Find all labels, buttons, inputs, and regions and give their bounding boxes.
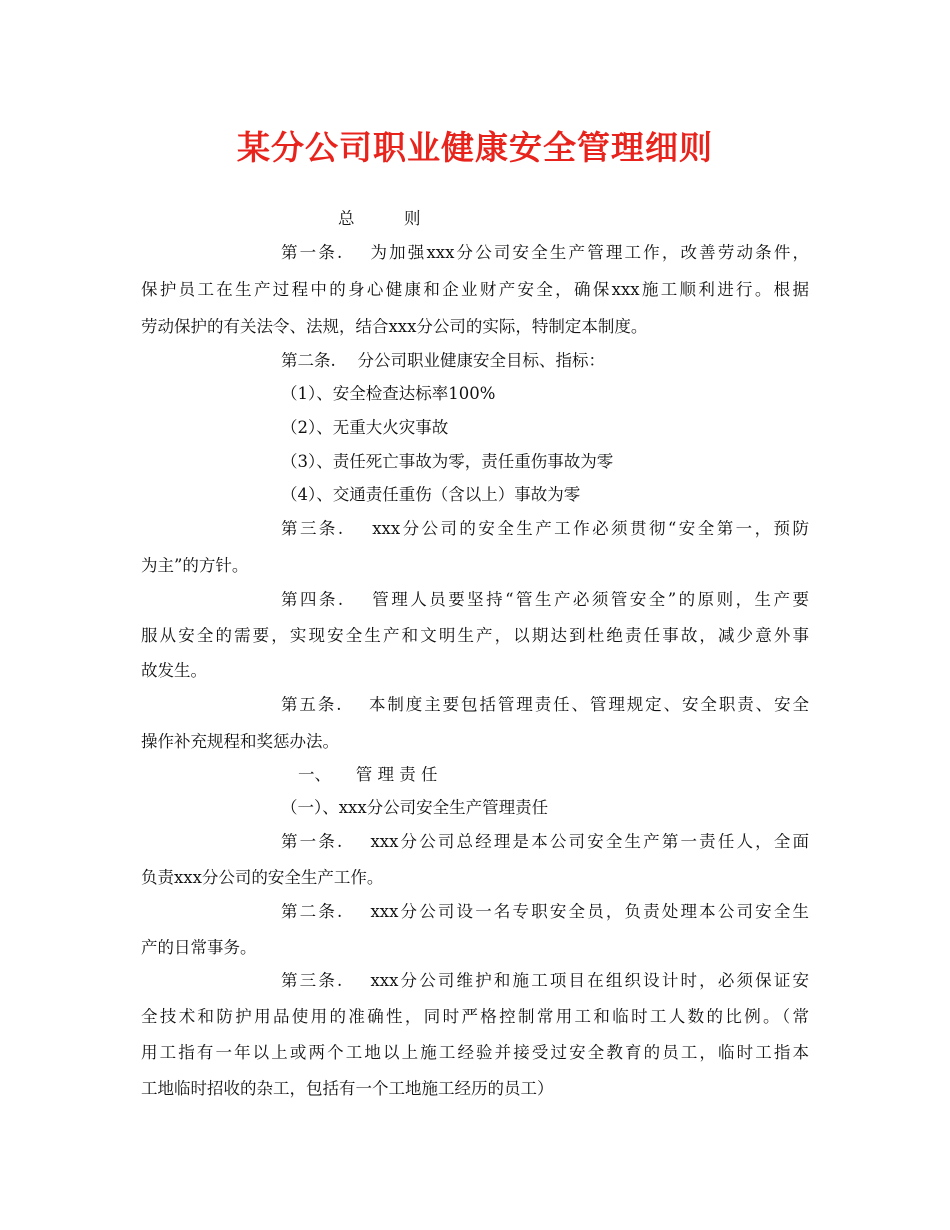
document-title: 某分公司职业健康安全管理细则: [237, 128, 713, 167]
paragraph-line: 第一条. xxx分公司总经理是本公司安全生产第一责任人，全面: [281, 832, 809, 851]
subsection-heading: （一）、xxx分公司安全生产管理责任: [281, 798, 549, 817]
list-item: （1）、安全检查达标率100%: [281, 384, 496, 403]
paragraph-line: 第二条. 分公司职业健康安全目标、指标：: [281, 351, 605, 370]
paragraph-line: 保护员工在生产过程中的身心健康和企业财产安全，确保xxx施工顺利进行。根据: [141, 280, 809, 299]
paragraph-line: 第三条. xxx分公司的安全生产工作必须贯彻“安全第一，预防: [281, 519, 809, 538]
paragraph-line: 第二条. xxx分公司设一名专职安全员，负责处理本公司安全生: [281, 902, 809, 921]
paragraph-line: 第五条. 本制度主要包括管理责任、管理规定、安全职责、安全: [281, 695, 809, 714]
paragraph-line: 故发生。: [141, 661, 207, 680]
paragraph-line: 工地临时招收的杂工，包括有一个工地施工经历的员工）: [141, 1079, 554, 1098]
list-item: （4）、交通责任重伤（含以上）事故为零: [281, 485, 581, 504]
paragraph-line: 用工指有一年以上或两个工地以上施工经验并接受过安全教育的员工，临时工指本: [141, 1043, 809, 1062]
paragraph-line: 全技术和防护用品使用的准确性，同时严格控制常用工和临时工人数的比例。（常: [141, 1007, 809, 1026]
list-item: （2）、无重大火灾事故: [281, 418, 449, 437]
paragraph-line: 产的日常事务。: [141, 938, 257, 957]
list-item: （3）、责任死亡事故为零，责任重伤事故为零: [281, 452, 614, 471]
paragraph-line: 第三条. xxx分公司维护和施工项目在组织设计时，必须保证安: [281, 971, 809, 990]
paragraph-line: 负责xxx分公司的安全生产工作。: [141, 868, 384, 887]
paragraph-line: 为主”的方针。: [141, 556, 249, 575]
paragraph-line: 服从安全的需要，实现安全生产和文明生产，以期达到杜绝责任事故，减少意外事: [141, 626, 809, 645]
paragraph-line: 劳动保护的有关法令、法规，结合xxx分公司的实际，特制定本制度。: [141, 317, 648, 336]
paragraph-line: 第四条. 管理人员要坚持“管生产必须管安全”的原则，生产要: [281, 590, 809, 609]
section-heading-management: 一、 管 理 责 任: [298, 765, 438, 784]
paragraph-line: 第一条. 为加强xxx分公司安全生产管理工作，改善劳动条件，: [281, 243, 809, 262]
section-heading-general: 总 则: [338, 209, 421, 228]
paragraph-line: 操作补充规程和奖惩办法。: [141, 732, 339, 751]
